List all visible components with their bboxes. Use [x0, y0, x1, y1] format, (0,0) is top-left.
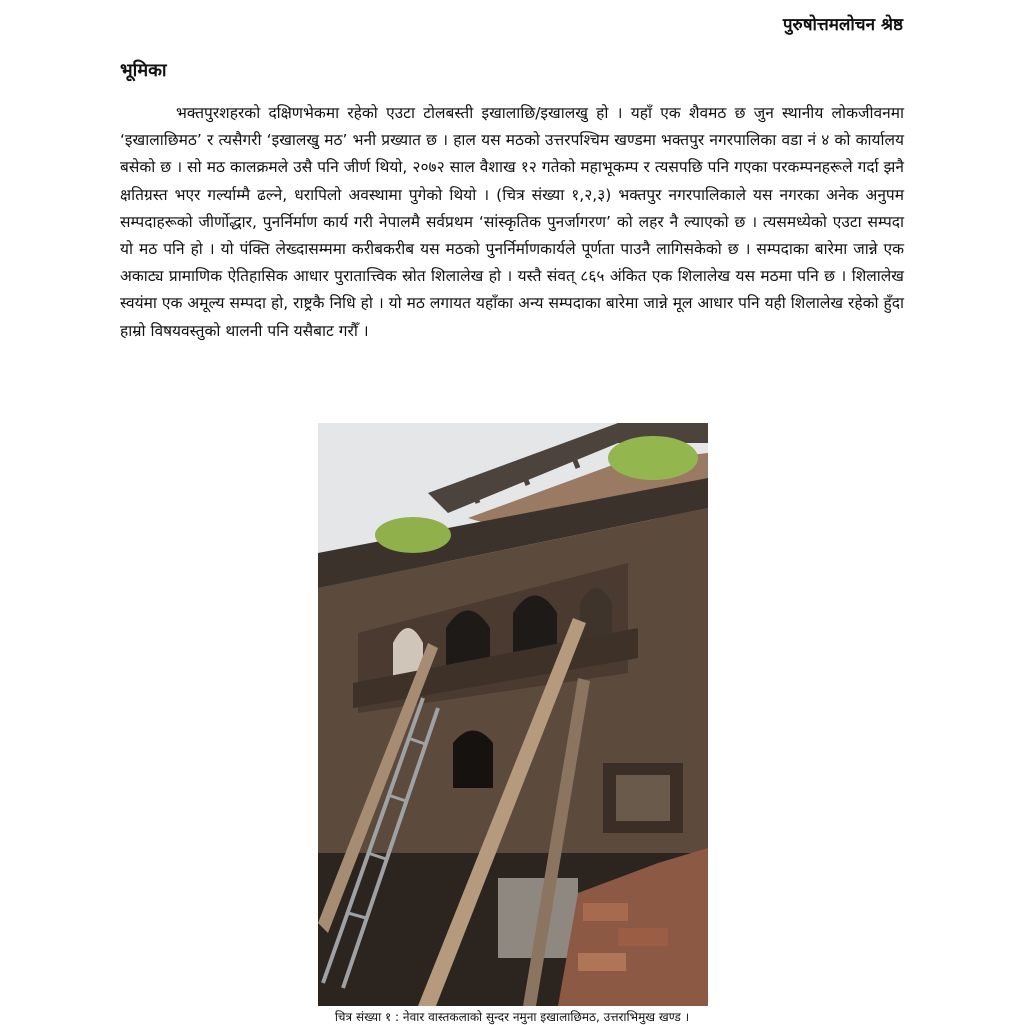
author-name: पुरुषोत्तमलोचन श्रेष्ठ: [782, 15, 903, 35]
section-heading: भूमिका: [120, 60, 167, 81]
body-paragraph: भक्तपुरशहरको दक्षिणभेकमा रहेको एउटा टोलबस्ती इखालाछि/इखालखु हो । यहाँ एक शैवमठ छ जुन स्थानीय लोकजीवनमा ‘इखालाछिमठ’ र त्यसैगरी ‘इखालखु मठ’ भनी प्रख्यात छ । हाल यस मठको उत्तरपश्चिम खण्डमा भक्तपुर नगरपालिका वडा नं ४ को कार्यालय बसेको छ । सो मठ कालक्रमले उसै पनि जीर्ण थियो, २०७२ साल वैशाख १२ गतेको महाभूकम्प र त्यसपछि पनि गएका परकम्पनहरूले गर्दा झनै क्षतिग्रस्त भएर गर्ल्याम्मै ढल्ने, धरापिलो अवस्थामा पुगेको थियो । (चित्र संख्या १,२,३) भक्तपुर नगरपालिकाले यस नगरका अनेक अनुपम सम्पदाहरूको जीर्णोद्धार, पुनर्निर्माण कार्य गरी नेपालमै सर्वप्रथम ‘सांस्कृतिक पुनर्जागरण’ को लहर नै ल्याएको छ । त्यसमध्येको एउटा सम्पदा यो मठ पनि हो । यो पंक्ति लेख्दासम्ममा करीबकरीब यस मठको पुनर्निर्माणकार्यले पूर्णता पाउनै लागिसकेको छ । सम्पदाका बारेमा जान्ने एक अकाट्य प्रामाणिक ऐतिहासिक आधार पुरातात्त्विक स्रोत शिलालेख हो । यस्तै संवत् ८६५ अंकित एक शिलालेख यस मठमा पनि छ । शिलालेख स्वयंमा एक अमूल्य सम्पदा हो, राष्ट्रकै निधि हो । यो मठ लगायत यहाँका अन्य सम्पदाका बारेमा जान्ने मूल आधार पनि यही शिलालेख रहेको हुँदा हाम्रो विषयवस्तुको थालनी पनि यसैबाट गरौँ ।: [120, 104, 904, 340]
figure-caption: चित्र संख्या १ : नेवार वास्तकलाको सुन्दर नमुना इखालाछिमठ, उत्तराभिमुख खण्ड ।: [334, 1010, 690, 1024]
figure-photo: [318, 423, 708, 1006]
